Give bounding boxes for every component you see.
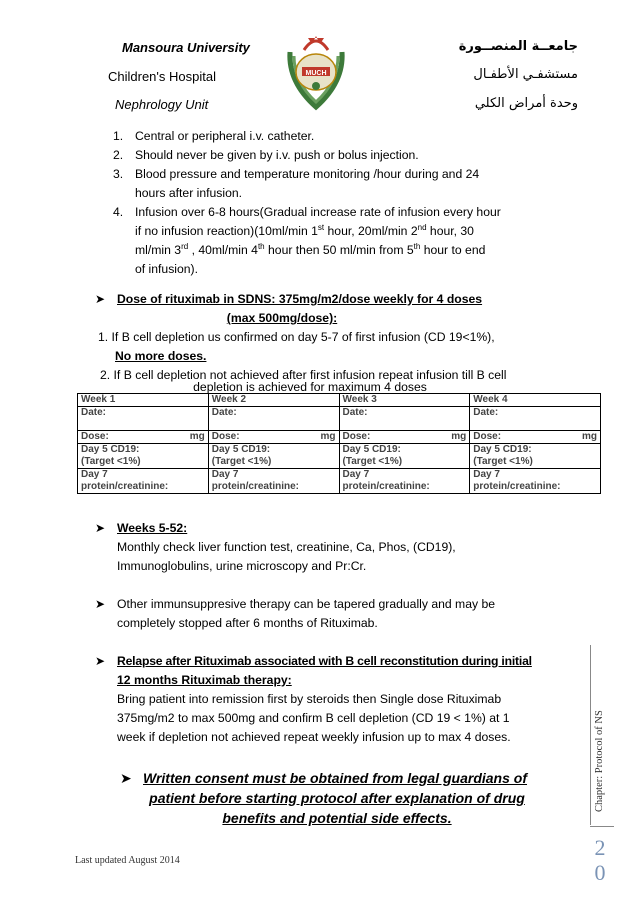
week-header: Week 2 bbox=[208, 394, 339, 407]
relapse-text-line: Bring patient into remission first by steroids then Single dose Rituximab bbox=[117, 692, 502, 706]
relapse-heading: Relapse after Rituximab associated with B cell reconstitution during initial bbox=[117, 654, 532, 668]
dose-heading: Dose of rituximab in SDNS: 375mg/m2/dose weekly for 4 doses bbox=[117, 292, 483, 306]
date-cell: Date: bbox=[339, 407, 470, 431]
table-row bbox=[78, 394, 601, 407]
consent-line: Written consent must be obtained from legal guardians of bbox=[143, 770, 528, 786]
unit-name-en: Nephrology Unit bbox=[115, 97, 209, 112]
cd19-cell: Day 5 CD19: (Target <1%) bbox=[208, 444, 339, 469]
date-cell: Date: bbox=[470, 407, 601, 431]
list-item: 1. Central or peripheral i.v. catheter. bbox=[113, 129, 315, 143]
dose-cell: Dose: mg bbox=[78, 431, 209, 444]
university-name-en: Mansoura University bbox=[122, 40, 250, 55]
cd19-cell: Day 5 CD19: (Target <1%) bbox=[339, 444, 470, 469]
dose-cell: Dose: mg bbox=[470, 431, 601, 444]
date-cell: Date: bbox=[78, 407, 209, 431]
weeks-text-line: Monthly check liver function test, creatinine, Ca, Phos, (CD19), bbox=[117, 540, 456, 554]
university-name-ar: جامعــة المنصــورة bbox=[458, 39, 578, 54]
consent-line: patient before starting protocol after explanation of drug bbox=[149, 790, 525, 806]
dose-heading-max: (max 500mg/dose): bbox=[226, 311, 338, 325]
date-cell: Date: bbox=[208, 407, 339, 431]
table-row bbox=[78, 469, 601, 494]
chapter-label: Chapter: Protocol of NS bbox=[594, 710, 605, 812]
protein-creatinine-cell: Day 7 protein/creatinine: bbox=[470, 469, 601, 494]
dose-cell: Dose: mg bbox=[339, 431, 470, 444]
dose-item-2: 2. If B cell depletion not achieved after first infusion repeat infusion till B cell bbox=[100, 368, 507, 382]
week-header: Week 4 bbox=[470, 394, 601, 407]
relapse-heading-cont: 12 months Rituximab therapy: bbox=[117, 673, 292, 687]
relapse-text-line: 375mg/m2 to max 500mg and confirm B cell depletion (CD 19 < 1%) at 1 bbox=[117, 711, 510, 725]
list-item: 2. Should never be given by i.v. push or bolus injection. bbox=[113, 148, 419, 162]
dose-item-2-cont: depletion is achieved for maximum 4 doses bbox=[193, 380, 427, 394]
arrow-bullet-icon: ➤ bbox=[95, 292, 106, 306]
protein-creatinine-cell: Day 7 protein/creatinine: bbox=[339, 469, 470, 494]
last-updated-footer: Last updated August 2014 bbox=[75, 855, 180, 866]
list-item: 3. Blood pressure and temperature monitoring /hour during and 24 hours after infusion. bbox=[113, 167, 480, 200]
weeks-text-line: Immunoglobulins, urine microscopy and Pr:Cr. bbox=[117, 559, 367, 573]
arrow-bullet-icon: ➤ bbox=[95, 597, 106, 611]
arrow-bullet-icon: ➤ bbox=[120, 770, 132, 786]
arrow-bullet-icon: ➤ bbox=[95, 654, 106, 668]
relapse-text-line: week if depletion not achieved repeat weekly infusion up to max 4 doses. bbox=[117, 730, 511, 744]
week-header: Week 1 bbox=[78, 394, 209, 407]
dose-item-1-strong: No more doses. bbox=[115, 349, 207, 363]
unit-name-ar: وحدة أمراض الكلي bbox=[474, 96, 578, 111]
dose-cell: Dose: mg bbox=[208, 431, 339, 444]
hospital-logo bbox=[280, 22, 352, 114]
weeks-heading: Weeks 5-52: bbox=[117, 521, 188, 535]
hospital-name-ar: مستشفـي الأطفـال bbox=[473, 67, 578, 82]
protein-creatinine-cell: Day 7 protein/creatinine: bbox=[78, 469, 209, 494]
other-text-line: completely stopped after 6 months of Rituximab. bbox=[117, 616, 378, 630]
week-header: Week 3 bbox=[339, 394, 470, 407]
table-row bbox=[78, 407, 601, 431]
table-row bbox=[78, 431, 601, 444]
page-number-digit: 2 bbox=[594, 835, 606, 860]
arrow-bullet-icon: ➤ bbox=[95, 521, 106, 535]
table-row bbox=[78, 444, 601, 469]
other-text-line: Other immunsuppresive therapy can be tapered gradually and may be bbox=[117, 597, 496, 611]
protein-creatinine-cell: Day 7 protein/creatinine: bbox=[208, 469, 339, 494]
weekly-dose-table bbox=[77, 393, 601, 494]
consent-line: benefits and potential side effects. bbox=[222, 810, 452, 826]
page-number-digit: 0 bbox=[594, 860, 606, 885]
hospital-name-en: Children's Hospital bbox=[108, 69, 216, 84]
list-item: 4. Infusion over 6-8 hours(Gradual increase rate of infusion every hour if no infusion reaction)(10ml/min 1st hour, 20ml/min 2nd hour, 30 ml/min 3rd , 40ml/min 4th hour then 50 ml/min from 5th hour to end of infusion). bbox=[113, 205, 501, 276]
cd19-cell: Day 5 CD19: (Target <1%) bbox=[78, 444, 209, 469]
cd19-cell: Day 5 CD19: (Target <1%) bbox=[470, 444, 601, 469]
logo-text: MUCH bbox=[305, 70, 327, 77]
dose-item-1: 1. If B cell depletion us confirmed on day 5-7 of first infusion (CD 19<1%), bbox=[98, 330, 495, 344]
page-number-divider bbox=[590, 826, 614, 827]
